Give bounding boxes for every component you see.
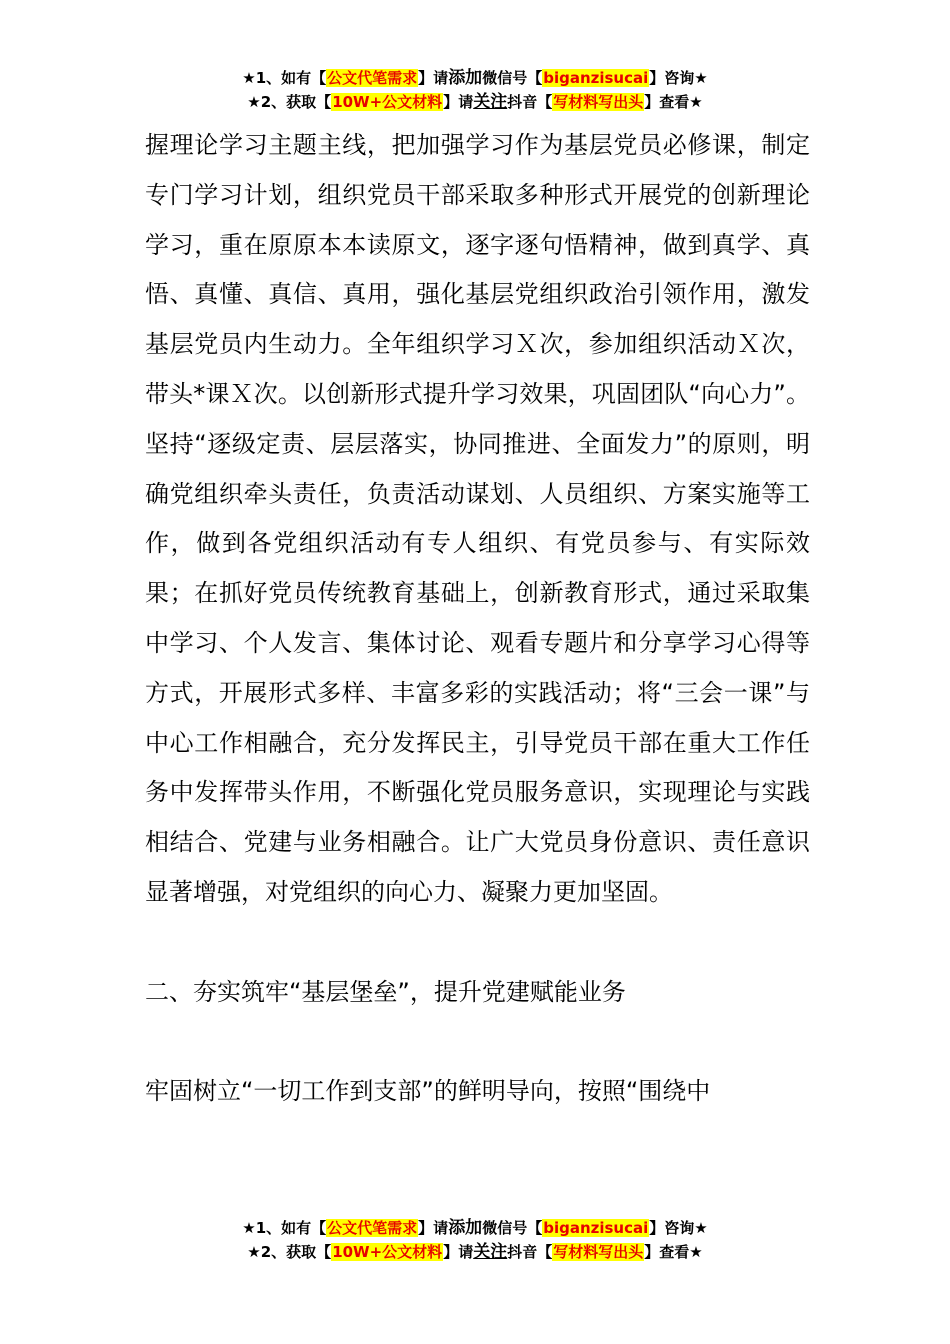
highlight-service: 公文代笔需求: [327, 1219, 418, 1237]
highlight-wechat-id: biganzisucai: [543, 1219, 649, 1237]
notice-line-1: ★1、如有【公文代笔需求】请添加微信号【biganzisucai】咨询★: [242, 1218, 708, 1238]
highlight-materials: 10W+公文材料: [332, 1243, 443, 1261]
highlight-douyin-account: 写材料写出头: [553, 1243, 644, 1261]
body-paragraph: 握理论学习主题主线，把加强学习作为基层党员必修课，制定专门学习计划，组织党员干部采取多种形式开展党的创新理论学习，重在原原本本读原文，逐字逐句悟精神，做到真学、真悟、真懂、真信、真用，强化基层党组织政治引领作用，激发基层党员内生动力。全年组织学习Ｘ次，参加组织活动Ｘ次，带头*课Ｘ次。以创新形式提升学习效果，巩固团队“向心力”。坚持“逐级定责、层层落实，协同推进、全面发力”的原则，明确党组织牵头责任，负责活动谋划、人员组织、方案实施等工作，做到各党组织活动有专人组织、有党员参与、有实际效果；在抓好党员传统教育基础上，创新教育形式，通过采取集中学习、个人发言、集体讨论、观看专题片和分享学习心得等方式，开展形式多样、丰富多彩的实践活动；将“三会一课”与中心工作相融合，充分发挥民主，引导党员干部在重大工作任务中发挥带头作用，不断强化党员服务意识，实现理论与实践相结合、党建与业务相融合。让广大党员身份意识、责任意识显著增强，对党组织的向心力、凝聚力更加坚固。: [145, 131, 810, 906]
document-body: [145, 121, 810, 1117]
notice-line-2: ★2、获取【10W+公文材料】请关注抖音【写材料写出头】查看★: [247, 1242, 703, 1262]
highlight-wechat-id: biganzisucai: [543, 69, 649, 87]
header-notice: [0, 66, 950, 114]
footer-notice: [0, 1216, 950, 1264]
spacer: [145, 1017, 810, 1067]
notice-line-2: ★2、获取【10W+公文材料】请关注抖音【写材料写出头】查看★: [247, 92, 703, 112]
highlight-service: 公文代笔需求: [327, 69, 418, 87]
highlight-douyin-account: 写材料写出头: [553, 93, 644, 111]
body-paragraph: 牢固树立“一切工作到支部”的鲜明导向，按照“围绕中: [145, 1077, 711, 1106]
section-heading: 二、夯实筑牢“基层堡垒”，提升党建赋能业务: [145, 977, 626, 1006]
highlight-materials: 10W+公文材料: [332, 93, 443, 111]
notice-line-1: ★1、如有【公文代笔需求】请添加微信号【biganzisucai】咨询★: [242, 68, 708, 88]
spacer: [145, 918, 810, 968]
